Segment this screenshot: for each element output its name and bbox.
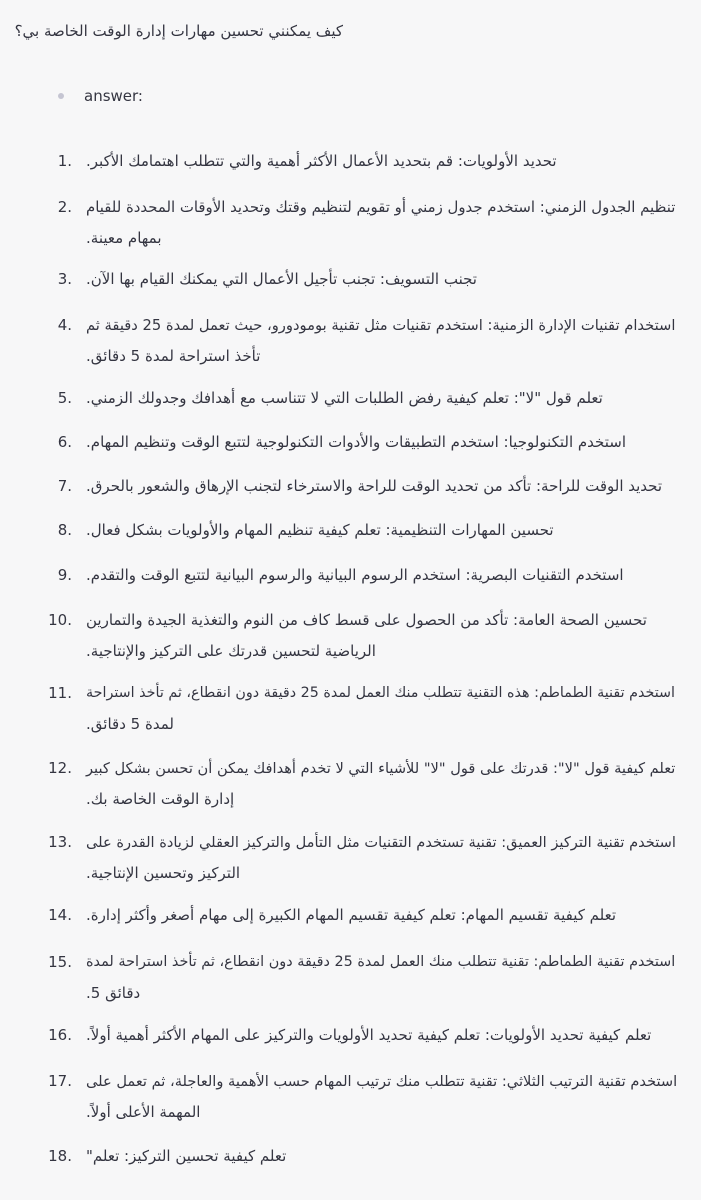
item-number: 3.: [57, 270, 72, 288]
item-line: .5 دقائق: [86, 984, 141, 1002]
item-number: 8.: [57, 521, 72, 539]
item-text: [86, 383, 678, 414]
item-text: [86, 753, 678, 815]
question-text: كيف يمكنني تحسين مهارات إدارة الوقت الخاصة بي؟: [14, 22, 343, 40]
item-text: [86, 947, 678, 1009]
item-line: استخدم تقنية الطماطم: تقنية تتطلب منك العمل لمدة 25 دقيقة دون انقطاع، ثم تأخذ استراحة لمدة: [86, 954, 676, 970]
item-line: .التركيز وتحسين الإنتاجية: [86, 864, 241, 882]
item-text: [86, 310, 678, 372]
item-line: .تعلم كيفية تقسيم المهام: تعلم كيفية تقسيم المهام الكبيرة إلى مهام أصغر وأكثر إدارة: [86, 906, 617, 924]
item-text: [86, 605, 678, 667]
item-line: استخدم تقنية الترتيب الثلاثي: تقنية تتطلب منك ترتيب المهام حسب الأهمية والعاجلة، ثم تعمل على: [86, 1073, 678, 1090]
item-text: [86, 515, 678, 546]
item-number: 18.: [48, 1147, 72, 1165]
answer-bullet: [58, 86, 143, 106]
item-number: 15.: [48, 953, 72, 971]
item-line: .تعلم قول "لا": تعلم كيفية رفض الطلبات التي لا تتناسب مع أهدافك وجدولك الزمني: [86, 389, 603, 407]
item-text: [86, 827, 678, 889]
item-text: [86, 192, 678, 254]
item-line: استخدام تقنيات الإدارة الزمنية: استخدم تقنيات مثل تقنية بومودورو، حيث تعمل لمدة 25 دقيقة ثم: [86, 317, 676, 334]
item-number: 16.: [48, 1026, 72, 1044]
item-line: .المهمة الأعلى أولاً: [86, 1103, 201, 1121]
item-line: .بمهام معينة: [86, 229, 162, 247]
item-text: [86, 427, 678, 458]
item-line: .تحديد الأولويات: قم بتحديد الأعمال الأكثر أهمية والتي تتطلب اهتمامك الأكبر: [86, 152, 557, 170]
item-line: .استخدم التكنولوجيا: استخدم التطبيقات والأدوات التكنولوجية لتتبع الوقت وتنظيم المهام: [86, 433, 626, 451]
item-text: [86, 1020, 678, 1051]
item-text: [86, 678, 678, 740]
item-number: 9.: [57, 566, 72, 584]
item-number: 10.: [48, 611, 72, 629]
item-text: [86, 1141, 678, 1172]
item-number: 5.: [57, 389, 72, 407]
item-text: [86, 471, 678, 502]
item-line: .تعلم كيفية تحديد الأولويات: تعلم كيفية تحديد الأولويات والتركيز على المهام الأكثر أهمية أولاً: [86, 1026, 652, 1044]
item-text: [86, 900, 678, 931]
item-line: استخدم تقنية التركيز العميق: تقنية تستخدم التقنيات مثل التأمل والتركيز العقلي لزيادة القدرة على: [86, 834, 676, 851]
item-line: .تجنب التسويف: تجنب تأجيل الأعمال التي يمكنك القيام بها الآن: [86, 270, 477, 288]
item-line: .استخدم التقنيات البصرية: استخدم الرسوم البيانية والرسوم البيانية لتتبع الوقت والتقدم: [86, 566, 624, 584]
item-line: .تحديد الوقت للراحة: تأكد من تحديد الوقت للراحة والاسترخاء لتجنب الإرهاق والشعور بالحرق: [86, 477, 663, 495]
item-line: تحسين الصحة العامة: تأكد من الحصول على قسط كاف من النوم والتغذية الجيدة والتمارين: [86, 611, 647, 629]
item-line: "تعلم كيفية تحسين التركيز: تعلم: [86, 1147, 287, 1165]
item-line: .الرياضية لتحسين قدرتك على التركيز والإنتاجية: [86, 642, 376, 660]
item-number: 11.: [48, 684, 72, 702]
item-number: 12.: [48, 759, 72, 777]
item-line: .إدارة الوقت الخاصة بك: [86, 790, 235, 808]
item-line: تنظيم الجدول الزمني: استخدم جدول زمني أو تقويم لتنظيم وقتك وتحديد الأوقات المحددة للقيام: [86, 198, 676, 216]
item-number: 1.: [57, 152, 72, 170]
item-text: [86, 560, 678, 591]
item-number: 14.: [48, 906, 72, 924]
item-number: 17.: [48, 1072, 72, 1090]
item-number: 2.: [57, 198, 72, 216]
item-text: [86, 146, 678, 177]
item-text: [86, 1066, 678, 1128]
bullet-dot-icon: [58, 93, 64, 99]
item-number: 7.: [57, 477, 72, 495]
item-number: 13.: [48, 833, 72, 851]
item-number: 4.: [57, 316, 72, 334]
item-line: .تحسين المهارات التنظيمية: تعلم كيفية تنظيم المهام والأولويات بشكل فعال: [86, 521, 554, 539]
answer-label: answer:: [84, 87, 143, 105]
item-number: 6.: [57, 433, 72, 451]
item-line: .لمدة 5 دقائق: [86, 715, 174, 733]
item-line: استخدم تقنية الطماطم: هذه التقنية تتطلب منك العمل لمدة 25 دقيقة دون انقطاع، ثم تأخذ استراحة: [86, 685, 675, 701]
item-text: [86, 264, 678, 295]
item-line: .تأخذ استراحة لمدة 5 دقائق: [86, 347, 261, 365]
item-line: تعلم كيفية قول "لا": قدرتك على قول "لا" للأشياء التي لا تخدم أهدافك يمكن أن تحسن بشكل كبير: [86, 760, 676, 777]
